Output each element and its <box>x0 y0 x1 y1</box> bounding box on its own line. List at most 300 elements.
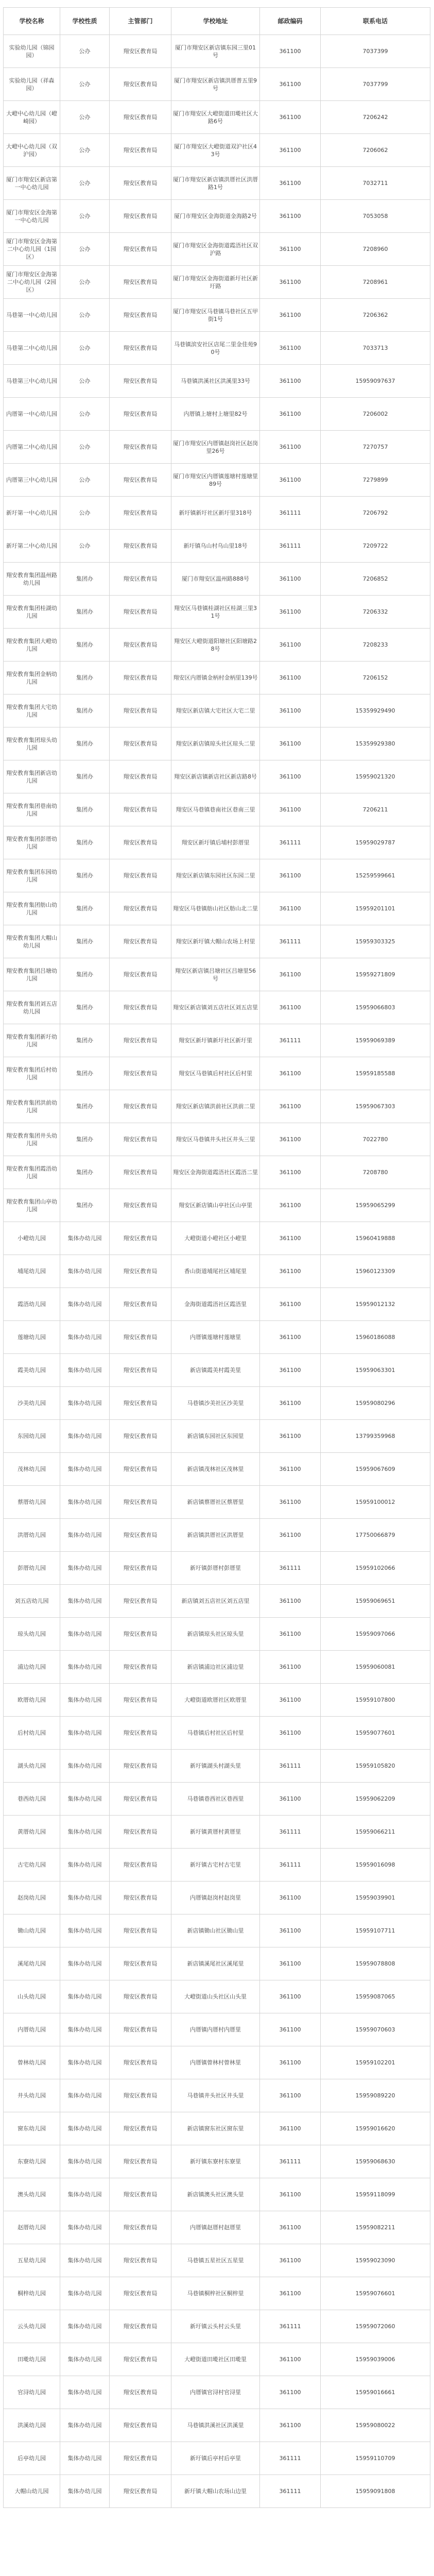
school-name-cell: 井头幼儿园 <box>4 2079 60 2112</box>
school-name-cell: 霞浯幼儿园 <box>4 1288 60 1321</box>
postcode-cell: 361111 <box>260 826 321 859</box>
postcode-cell: 361100 <box>260 233 321 266</box>
address-cell: 新圩镇彭厝村彭厝里 <box>171 1552 260 1585</box>
address-cell: 大嶝街道田墘社区田墘里 <box>171 2343 260 2376</box>
phone-cell: 15960186088 <box>321 1321 430 1354</box>
address-cell: 新圩镇云头村云头里 <box>171 2310 260 2343</box>
phone-cell: 7208780 <box>321 1156 430 1189</box>
table-row <box>4 1519 430 1552</box>
address-cell: 马巷镇沙美社区沙美里 <box>171 1387 260 1420</box>
table-row <box>4 2112 430 2145</box>
school-name-cell: 欧厝幼儿园 <box>4 1684 60 1717</box>
phone-cell: 17750066879 <box>321 1519 430 1552</box>
address-cell: 新店镇东园社区东园里 <box>171 1420 260 1453</box>
school-name-cell: 后亭幼儿园 <box>4 2442 60 2475</box>
table-row <box>4 1156 430 1189</box>
address-cell: 新店镇蔡厝社区蔡厝里 <box>171 1486 260 1519</box>
address-cell: 翔安区大嶝街道阳塘社区阳塘路28号 <box>171 629 260 662</box>
authority-cell: 翔安区教育局 <box>110 1816 171 1849</box>
address-cell: 厦门市翔安区金海街道金海路2号 <box>171 200 260 233</box>
authority-cell: 翔安区教育局 <box>110 1057 171 1090</box>
postcode-cell: 361100 <box>260 2277 321 2310</box>
authority-cell: 翔安区教育局 <box>110 1486 171 1519</box>
address-cell: 翔安区马巷镇桂湖社区桂湖三里31号 <box>171 596 260 629</box>
table-row <box>4 134 430 167</box>
address-cell: 马巷镇井头社区井头里 <box>171 2079 260 2112</box>
school-type-cell: 集体办幼儿园 <box>60 2046 110 2079</box>
table-row <box>4 200 430 233</box>
address-cell: 厦门市翔安区新店镇洪厝普五里9号 <box>171 68 260 101</box>
table-row <box>4 2310 430 2343</box>
postcode-cell: 361100 <box>260 2178 321 2211</box>
phone-cell: 15959021320 <box>321 760 430 793</box>
phone-cell: 7208961 <box>321 266 430 299</box>
school-type-cell: 公办 <box>60 134 110 167</box>
phone-cell: 15959107711 <box>321 1914 430 1947</box>
school-type-cell: 公办 <box>60 398 110 431</box>
table-row <box>4 1189 430 1222</box>
phone-cell: 7270757 <box>321 431 430 464</box>
table-row <box>4 1585 430 1618</box>
authority-cell: 翔安区教育局 <box>110 793 171 826</box>
table-row <box>4 727 430 760</box>
phone-cell: 15959097637 <box>321 365 430 398</box>
address-cell: 内厝镇莲塘村莲塘里 <box>171 1321 260 1354</box>
phone-cell: 15959070603 <box>321 2013 430 2046</box>
table-row <box>4 892 430 925</box>
school-name-cell: 翔安教育集团吕塘幼儿园 <box>4 958 60 991</box>
school-type-cell: 集体办幼儿园 <box>60 1288 110 1321</box>
school-type-cell: 集团办 <box>60 892 110 925</box>
phone-cell: 7206242 <box>321 101 430 134</box>
authority-cell: 翔安区教育局 <box>110 1882 171 1914</box>
school-type-cell: 集体办幼儿园 <box>60 1354 110 1387</box>
phone-cell: 15959069651 <box>321 1585 430 1618</box>
address-cell: 马巷镇巷西社区巷西里 <box>171 1783 260 1816</box>
phone-cell: 15259599661 <box>321 859 430 892</box>
phone-cell: 15959100012 <box>321 1486 430 1519</box>
school-type-cell: 集体办幼儿园 <box>60 1651 110 1684</box>
authority-cell: 翔安区教育局 <box>110 2145 171 2178</box>
school-type-cell: 集团办 <box>60 629 110 662</box>
school-name-cell: 刘五店幼儿园 <box>4 1585 60 1618</box>
authority-cell: 翔安区教育局 <box>110 233 171 266</box>
address-cell: 翔安区马巷镇后村社区后村里 <box>171 1057 260 1090</box>
school-type-cell: 集体办幼儿园 <box>60 1585 110 1618</box>
phone-cell: 15959029787 <box>321 826 430 859</box>
phone-cell: 15959078808 <box>321 1947 430 1980</box>
school-name-cell: 山头幼儿园 <box>4 1980 60 2013</box>
school-type-cell: 集体办幼儿园 <box>60 1849 110 1882</box>
phone-cell: 15959016098 <box>321 1849 430 1882</box>
school-name-cell: 实验幼儿园（锦园园） <box>4 35 60 68</box>
table-row <box>4 332 430 365</box>
table-row <box>4 464 430 497</box>
school-type-cell: 集体办幼儿园 <box>60 2343 110 2376</box>
school-type-cell: 集体办幼儿园 <box>60 1882 110 1914</box>
school-type-cell: 集体办幼儿园 <box>60 1914 110 1947</box>
postcode-cell: 361100 <box>260 1585 321 1618</box>
table-row <box>4 101 430 134</box>
table-row <box>4 299 430 332</box>
table-row <box>4 530 430 563</box>
postcode-cell: 361100 <box>260 1882 321 1914</box>
authority-cell: 翔安区教育局 <box>110 1453 171 1486</box>
school-name-cell: 锄山幼儿园 <box>4 1914 60 1947</box>
table-row <box>4 2442 430 2475</box>
address-cell: 翔安区马巷镇井头社区井头三里 <box>171 1123 260 1156</box>
phone-cell: 7037799 <box>321 68 430 101</box>
school-name-cell: 云头幼儿园 <box>4 2310 60 2343</box>
address-cell: 翔安区新店镇琼头社区琼头二里 <box>171 727 260 760</box>
table-row <box>4 2046 430 2079</box>
school-name-cell: 马巷第三中心幼儿园 <box>4 365 60 398</box>
phone-cell: 15959089220 <box>321 2079 430 2112</box>
address-cell: 新圩镇黄厝村黄厝里 <box>171 1816 260 1849</box>
school-name-cell: 曾林幼儿园 <box>4 2046 60 2079</box>
address-cell: 翔安区新店镇洪前社区洪前二里 <box>171 1090 260 1123</box>
table-row <box>4 1024 430 1057</box>
postcode-cell: 361100 <box>260 2244 321 2277</box>
postcode-cell: 361100 <box>260 2376 321 2409</box>
table-row <box>4 2343 430 2376</box>
postcode-cell: 361100 <box>260 727 321 760</box>
postcode-cell: 361100 <box>260 1354 321 1387</box>
postcode-cell: 361111 <box>260 2310 321 2343</box>
school-name-cell: 翔安教育集团巷南幼儿园 <box>4 793 60 826</box>
address-cell: 翔安区内厝镇金柄村金柄里139号 <box>171 662 260 694</box>
address-cell: 新圩镇湖头村湖头里 <box>171 1750 260 1783</box>
authority-cell: 翔安区教育局 <box>110 464 171 497</box>
authority-cell: 翔安区教育局 <box>110 1783 171 1816</box>
postcode-cell: 361100 <box>260 2013 321 2046</box>
authority-cell: 翔安区教育局 <box>110 2310 171 2343</box>
address-cell: 翔安区马巷镇巷南社区巷南三里 <box>171 793 260 826</box>
school-name-cell: 沙美幼儿园 <box>4 1387 60 1420</box>
phone-cell: 15959066211 <box>321 1816 430 1849</box>
school-name-cell: 内厝第一中心幼儿园 <box>4 398 60 431</box>
postcode-cell: 361100 <box>260 694 321 727</box>
school-type-cell: 集体办幼儿园 <box>60 1255 110 1288</box>
school-name-cell: 澳头幼儿园 <box>4 2178 60 2211</box>
authority-cell: 翔安区教育局 <box>110 2079 171 2112</box>
school-type-cell: 公办 <box>60 530 110 563</box>
address-cell: 新店镇浦边社区浦边里 <box>171 1651 260 1684</box>
school-name-cell: 翔安教育集团霞浯幼儿园 <box>4 1156 60 1189</box>
school-type-cell: 集体办幼儿园 <box>60 2079 110 2112</box>
school-name-cell: 马巷第一中心幼儿园 <box>4 299 60 332</box>
school-name-cell: 翔安教育集团东园幼儿园 <box>4 859 60 892</box>
table-row <box>4 958 430 991</box>
table-row <box>4 167 430 200</box>
phone-cell: 15959065299 <box>321 1189 430 1222</box>
school-name-cell: 翔安教育集团新店幼儿园 <box>4 760 60 793</box>
school-type-cell: 集体办幼儿园 <box>60 1486 110 1519</box>
authority-cell: 翔安区教育局 <box>110 299 171 332</box>
authority-cell: 翔安区教育局 <box>110 398 171 431</box>
table-row <box>4 35 430 68</box>
table-row <box>4 1882 430 1914</box>
phone-cell: 7208233 <box>321 629 430 662</box>
address-cell: 大嶝街道欧厝社区欧厝里 <box>171 1684 260 1717</box>
school-name-cell: 莲塘幼儿园 <box>4 1321 60 1354</box>
address-cell: 新店镇霞美村霞美里 <box>171 1354 260 1387</box>
school-name-cell: 黄厝幼儿园 <box>4 1816 60 1849</box>
school-type-cell: 集体办幼儿园 <box>60 2409 110 2442</box>
authority-cell: 翔安区教育局 <box>110 1321 171 1354</box>
table-row <box>4 2013 430 2046</box>
table-row <box>4 1750 430 1783</box>
authority-cell: 翔安区教育局 <box>110 1024 171 1057</box>
phone-cell: 15959082211 <box>321 2211 430 2244</box>
authority-cell: 翔安区教育局 <box>110 530 171 563</box>
address-cell: 马巷镇洪溪社区洪溪里 <box>171 2409 260 2442</box>
postcode-cell: 361111 <box>260 1024 321 1057</box>
school-type-cell: 公办 <box>60 431 110 464</box>
authority-cell: 翔安区教育局 <box>110 167 171 200</box>
school-name-cell: 彭厝幼儿园 <box>4 1552 60 1585</box>
school-type-cell: 集团办 <box>60 925 110 958</box>
school-name-cell: 霞美幼儿园 <box>4 1354 60 1387</box>
authority-cell: 翔安区教育局 <box>110 266 171 299</box>
postcode-cell: 361100 <box>260 35 321 68</box>
postcode-cell: 361100 <box>260 1288 321 1321</box>
phone-cell: 15959080022 <box>321 2409 430 2442</box>
school-type-cell: 集体办幼儿园 <box>60 2376 110 2409</box>
phone-cell: 15959271809 <box>321 958 430 991</box>
postcode-cell: 361100 <box>260 299 321 332</box>
phone-cell: 7279899 <box>321 464 430 497</box>
postcode-cell: 361100 <box>260 1453 321 1486</box>
authority-cell: 翔安区教育局 <box>110 1255 171 1288</box>
postcode-cell: 361100 <box>260 2343 321 2376</box>
postcode-cell: 361100 <box>260 892 321 925</box>
postcode-cell: 361100 <box>260 563 321 596</box>
postcode-cell: 361100 <box>260 793 321 826</box>
postcode-cell: 361100 <box>260 68 321 101</box>
authority-cell: 翔安区教育局 <box>110 68 171 101</box>
column-header-authority: 主管部门 <box>110 8 171 35</box>
column-header-phone: 联系电话 <box>321 8 430 35</box>
authority-cell: 翔安区教育局 <box>110 2046 171 2079</box>
authority-cell: 翔安区教育局 <box>110 2013 171 2046</box>
postcode-cell: 361100 <box>260 1947 321 1980</box>
address-cell: 翔安区新店镇刘五店社区刘五店里 <box>171 991 260 1024</box>
school-type-cell: 集团办 <box>60 563 110 596</box>
school-type-cell: 集团办 <box>60 826 110 859</box>
authority-cell: 翔安区教育局 <box>110 662 171 694</box>
school-name-cell: 新圩第二中心幼儿园 <box>4 530 60 563</box>
school-name-cell: 湖头幼儿园 <box>4 1750 60 1783</box>
school-type-cell: 集团办 <box>60 1189 110 1222</box>
table-row <box>4 991 430 1024</box>
address-cell: 马巷镇滨安社区店尾二里金佳苑90号 <box>171 332 260 365</box>
phone-cell: 15959016661 <box>321 2376 430 2409</box>
authority-cell: 翔安区教育局 <box>110 892 171 925</box>
address-cell: 内厝镇官浔村官浔里 <box>171 2376 260 2409</box>
address-cell: 内厝镇赵岗村赵岗里 <box>171 1882 260 1914</box>
school-name-cell: 厦门市翔安区金海第二中心幼儿园（2园区） <box>4 266 60 299</box>
address-cell: 新店镇窗东社区窗东里 <box>171 2112 260 2145</box>
authority-cell: 翔安区教育局 <box>110 925 171 958</box>
postcode-cell: 361111 <box>260 497 321 530</box>
school-name-cell: 洪溪幼儿园 <box>4 2409 60 2442</box>
authority-cell: 翔安区教育局 <box>110 1717 171 1750</box>
school-name-cell: 东寮幼儿园 <box>4 2145 60 2178</box>
phone-cell: 7209722 <box>321 530 430 563</box>
table-row <box>4 431 430 464</box>
school-type-cell: 集体办幼儿园 <box>60 2112 110 2145</box>
table-row <box>4 563 430 596</box>
school-name-cell: 洪厝幼儿园 <box>4 1519 60 1552</box>
school-type-cell: 集体办幼儿园 <box>60 1222 110 1255</box>
authority-cell: 翔安区教育局 <box>110 365 171 398</box>
school-name-cell: 大帽山幼儿园 <box>4 2475 60 2508</box>
authority-cell: 翔安区教育局 <box>110 200 171 233</box>
school-type-cell: 集团办 <box>60 662 110 694</box>
address-cell: 新圩镇乌山村乌山里18号 <box>171 530 260 563</box>
authority-cell: 翔安区教育局 <box>110 2277 171 2310</box>
school-name-cell: 东园幼儿园 <box>4 1420 60 1453</box>
school-name-cell: 翔安教育集团新圩幼儿园 <box>4 1024 60 1057</box>
address-cell: 马巷镇桐梓社区桐梓里 <box>171 2277 260 2310</box>
school-type-cell: 公办 <box>60 68 110 101</box>
school-name-cell: 埔尾幼儿园 <box>4 1255 60 1288</box>
table-row <box>4 1914 430 1947</box>
school-type-cell: 集体办幼儿园 <box>60 1552 110 1585</box>
school-name-cell: 翔安教育集团温州路幼儿园 <box>4 563 60 596</box>
address-cell: 翔安区新店镇大宅社区大宅二里 <box>171 694 260 727</box>
postcode-cell: 361100 <box>260 629 321 662</box>
school-name-cell: 浦边幼儿园 <box>4 1651 60 1684</box>
table-row <box>4 2244 430 2277</box>
postcode-cell: 361100 <box>260 1519 321 1552</box>
postcode-cell: 361100 <box>260 1980 321 2013</box>
address-cell: 内厝镇内厝村内厝里 <box>171 2013 260 2046</box>
address-cell: 厦门市翔安区马巷镇马巷社区五甲街1号 <box>171 299 260 332</box>
phone-cell: 15959039901 <box>321 1882 430 1914</box>
school-name-cell: 窗东幼儿园 <box>4 2112 60 2145</box>
authority-cell: 翔安区教育局 <box>110 2112 171 2145</box>
authority-cell: 翔安区教育局 <box>110 2475 171 2508</box>
table-row <box>4 1651 430 1684</box>
phone-cell: 15959102066 <box>321 1552 430 1585</box>
phone-cell: 7206002 <box>321 398 430 431</box>
address-cell: 新店镇茂林社区茂林里 <box>171 1453 260 1486</box>
school-type-cell: 公办 <box>60 101 110 134</box>
table-row <box>4 662 430 694</box>
school-name-cell: 内厝第二中心幼儿园 <box>4 431 60 464</box>
phone-cell: 7206852 <box>321 563 430 596</box>
table-row <box>4 1783 430 1816</box>
postcode-cell: 361111 <box>260 2442 321 2475</box>
school-name-cell: 翔安教育集团彭厝幼儿园 <box>4 826 60 859</box>
school-name-cell: 内厝第三中心幼儿园 <box>4 464 60 497</box>
postcode-cell: 361100 <box>260 2046 321 2079</box>
phone-cell: 15959066803 <box>321 991 430 1024</box>
school-name-cell: 翔安教育集团井头幼儿园 <box>4 1123 60 1156</box>
school-type-cell: 集体办幼儿园 <box>60 1684 110 1717</box>
school-type-cell: 集团办 <box>60 727 110 760</box>
postcode-cell: 361100 <box>260 991 321 1024</box>
phone-cell: 15959012132 <box>321 1288 430 1321</box>
address-cell: 翔安区新圩镇新圩社区新圩里 <box>171 1024 260 1057</box>
phone-cell: 15959068630 <box>321 2145 430 2178</box>
postcode-cell: 361100 <box>260 1255 321 1288</box>
address-cell: 厦门市翔安区金海街道新圩社区新圩路 <box>171 266 260 299</box>
postcode-cell: 361100 <box>260 134 321 167</box>
postcode-cell: 361100 <box>260 2211 321 2244</box>
phone-cell: 15959060081 <box>321 1651 430 1684</box>
school-name-cell: 田墘幼儿园 <box>4 2343 60 2376</box>
table-row <box>4 1255 430 1288</box>
school-type-cell: 集团办 <box>60 1156 110 1189</box>
authority-cell: 翔安区教育局 <box>110 2178 171 2211</box>
school-type-cell: 公办 <box>60 233 110 266</box>
table-row <box>4 1321 430 1354</box>
phone-cell: 15959023090 <box>321 2244 430 2277</box>
table-header-row <box>4 8 430 35</box>
address-cell: 内厝镇曾林村曾林里 <box>171 2046 260 2079</box>
table-row <box>4 266 430 299</box>
postcode-cell: 361100 <box>260 332 321 365</box>
phone-cell: 15959303325 <box>321 925 430 958</box>
phone-cell: 15959087065 <box>321 1980 430 2013</box>
table-row <box>4 1717 430 1750</box>
school-name-cell: 厦门市翔安区金海第二中心幼儿园（1园区） <box>4 233 60 266</box>
address-cell: 翔安区新店镇山亭社区山亭里 <box>171 1189 260 1222</box>
address-cell: 新圩镇古宅村古宅里 <box>171 1849 260 1882</box>
address-cell: 马巷镇五星社区五星里 <box>171 2244 260 2277</box>
authority-cell: 翔安区教育局 <box>110 1156 171 1189</box>
address-cell: 马巷镇洪溪社区洪溪里33号 <box>171 365 260 398</box>
postcode-cell: 361100 <box>260 1090 321 1123</box>
postcode-cell: 361100 <box>260 1387 321 1420</box>
phone-cell: 7206152 <box>321 662 430 694</box>
table-row <box>4 1057 430 1090</box>
authority-cell: 翔安区教育局 <box>110 35 171 68</box>
school-type-cell: 集体办幼儿园 <box>60 1783 110 1816</box>
postcode-cell: 361100 <box>260 1222 321 1255</box>
school-type-cell: 公办 <box>60 266 110 299</box>
table-row <box>4 1618 430 1651</box>
school-name-cell: 溪尾幼儿园 <box>4 1947 60 1980</box>
table-row <box>4 1947 430 1980</box>
address-cell: 新店镇溪尾社区溪尾里 <box>171 1947 260 1980</box>
address-cell: 马巷镇后村社区后村里 <box>171 1717 260 1750</box>
table-row <box>4 1552 430 1585</box>
postcode-cell: 361100 <box>260 365 321 398</box>
phone-cell: 15959185588 <box>321 1057 430 1090</box>
school-type-cell: 集体办幼儿园 <box>60 1387 110 1420</box>
postcode-cell: 361111 <box>260 2145 321 2178</box>
school-name-cell: 翔安教育集团桂湖幼儿园 <box>4 596 60 629</box>
authority-cell: 翔安区教育局 <box>110 2211 171 2244</box>
phone-cell: 15959110709 <box>321 2442 430 2475</box>
postcode-cell: 361111 <box>260 2475 321 2508</box>
school-type-cell: 集体办幼儿园 <box>60 1750 110 1783</box>
school-type-cell: 公办 <box>60 35 110 68</box>
address-cell: 翔安区新店镇新店社区新店路8号 <box>171 760 260 793</box>
authority-cell: 翔安区教育局 <box>110 1750 171 1783</box>
school-type-cell: 集团办 <box>60 694 110 727</box>
table-row <box>4 760 430 793</box>
phone-cell: 7037399 <box>321 35 430 68</box>
table-row <box>4 2211 430 2244</box>
school-type-cell: 公办 <box>60 200 110 233</box>
school-name-cell: 实验幼儿园（祥森园） <box>4 68 60 101</box>
postcode-cell: 361100 <box>260 1486 321 1519</box>
